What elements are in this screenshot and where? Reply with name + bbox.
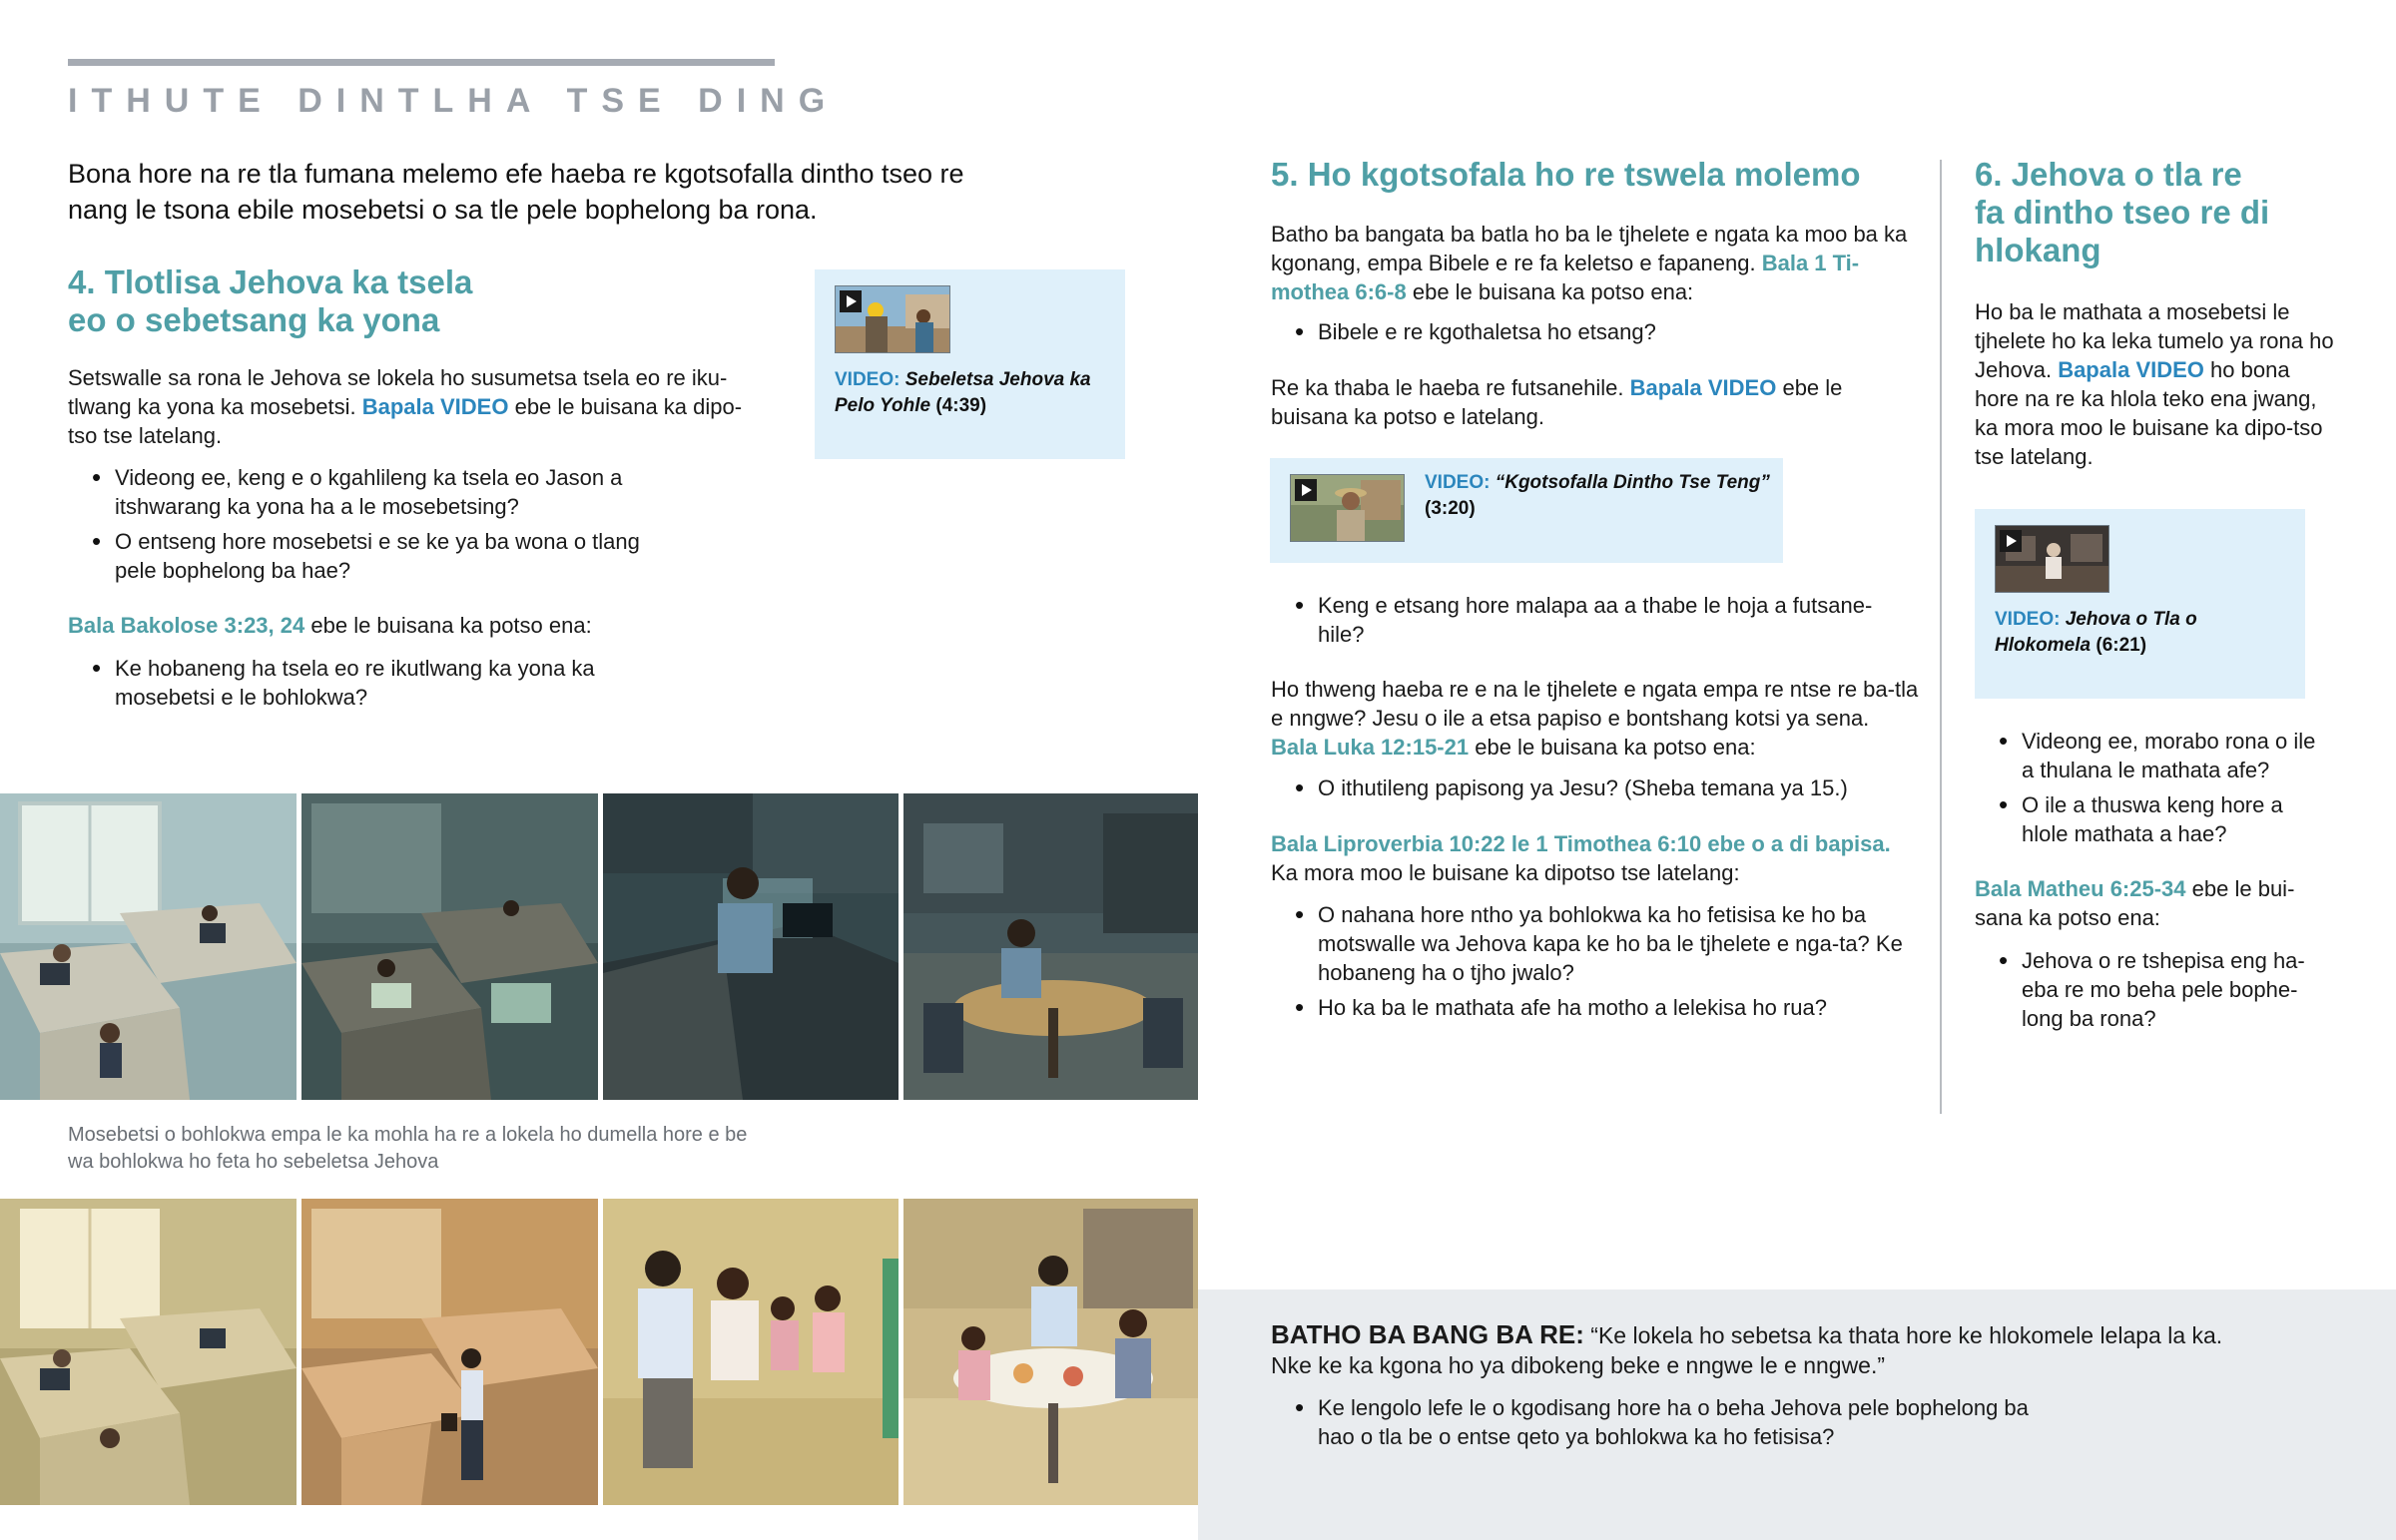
paragraph-end: Ka mora moo le buisane ka dipotso tse latelang: <box>1271 860 1740 885</box>
video-box-kgotsofalla[interactable] <box>1270 458 1783 563</box>
play-icon[interactable] <box>2000 530 2022 552</box>
video-thumbnail[interactable] <box>1995 525 2109 593</box>
video-label <box>835 367 1114 419</box>
section-4-paragraph <box>68 363 767 450</box>
video-label <box>1995 607 2294 659</box>
video-title: Sebeletsa Jehova ka Pelo Yohle <box>835 369 1091 416</box>
section-5-bullets-3 <box>1271 773 1910 808</box>
scripture-link-luke[interactable]: Bala Luka 12:15-21 <box>1271 735 1470 760</box>
video-box-sebeletsa[interactable] <box>815 269 1125 459</box>
illustration-office-warm-leaving <box>301 1199 598 1505</box>
paragraph-text: Ho thweng haeba re e na le tjhelete e ngata empa re ntse re ba-tla e nngwe? Jesu o ile a etsa papiso e bontshang kotsi ya sena. <box>1271 677 1919 731</box>
others-say-label: BATHO BA BANG BA RE: <box>1271 1319 1584 1349</box>
section-5-paragraph-2 <box>1271 373 1910 431</box>
column-divider <box>1940 160 1942 1114</box>
paragraph-end: ebe le buisana ka potso e latelang. <box>1271 375 1843 429</box>
section-5-paragraph-4 <box>1271 829 1920 887</box>
video-box-jehova-hlokomela[interactable] <box>1975 509 2305 699</box>
section-4-bullets-2 <box>68 654 687 718</box>
list-item: • Videong ee, keng e o kgahlileng ka tsela eo Jason a itshwarang ka yona ha a le mosebetsing? <box>68 463 687 521</box>
play-video-link[interactable]: Bapala VIDEO <box>361 394 509 419</box>
play-icon[interactable] <box>1295 479 1317 501</box>
section-4-bullets <box>68 463 687 591</box>
play-video-link[interactable]: Bapala VIDEO <box>1629 375 1777 400</box>
video-thumbnail[interactable] <box>1290 474 1405 542</box>
illustration-caption: Mosebetsi o bohlokwa empa le ka mohla ha re a lokela ho dumella hore e be wa bohlokwa ho feta ho sebeletsa Jehova <box>68 1124 748 1173</box>
section-5-bullets-2 <box>1271 591 1910 655</box>
read-line-end: ebe le bui-sana ka potso ena: <box>1975 876 2295 930</box>
section-6-bullets-2 <box>1975 946 2324 1039</box>
video-duration: (6:21) <box>2096 635 2147 656</box>
others-say-text: “Ke lokela ho sebetsa ka thata hore ke hlokomele lelapa la ka. Nke ke ka kgona ho ya dibokeng beke e nngwe le e nngwe.” <box>1271 1322 2223 1378</box>
header-rule <box>68 59 775 66</box>
list-item: • Ho ka ba le mathata afe ha motho a lelekisa ho rua? <box>1271 993 1910 1022</box>
scripture-link-matthew[interactable]: Bala Matheu 6:25-34 <box>1975 876 2186 901</box>
list-item: • O nahana hore ntho ya bohlokwa ka ho fetisisa ke ho ba motswalle wa Jehova kapa ke ho ba le tjhelete e nga-ta? Ke hobaneng ha o tjho jwalo? <box>1271 900 1910 987</box>
paragraph-end: ho bona hore na re ka hlola teko ena jwang, ka mora moo le buisane ka dipo-tso tse latelang. <box>1975 357 2323 469</box>
section-4-title-line1: 4. Tlotlisa Jehova ka tsela <box>68 263 473 300</box>
illustration-family-meal <box>903 1199 1198 1505</box>
video-title: Jehova o Tla o Hlokomela <box>1995 609 2197 656</box>
play-icon[interactable] <box>840 290 862 312</box>
section-6-title-line2: fa dintho tseo re di <box>1975 194 2270 231</box>
play-video-link[interactable]: Bapala VIDEO <box>2058 357 2204 382</box>
video-keyword: VIDEO: <box>1995 609 2061 630</box>
video-thumbnail[interactable] <box>835 285 950 353</box>
intro-paragraph: Bona hore na re tla fumana melemo efe haeba re kgotsofalla dintho tseo re nang le tsona ebile mosebetsi o sa tle pele bophelong ba rona. <box>68 159 964 225</box>
paragraph-text: Ho ba le mathata a mosebetsi le tjhelete ho ka leka tumelo ya rona ho Jehova. <box>1975 299 2334 382</box>
read-line-end: ebe le buisana ka potso ena: <box>310 613 592 638</box>
section-5-title: 5. Ho kgotsofala ho re tswela molemo <box>1271 156 1861 193</box>
video-keyword: VIDEO: <box>1425 472 1491 493</box>
section-4-title <box>68 263 787 339</box>
section-6-title <box>1975 156 2374 269</box>
video-duration: (3:20) <box>1425 498 1476 519</box>
illustration-office-evening <box>301 793 598 1100</box>
list-item: • O entseng hore mosebetsi e se ke ya ba wona o tlang pele bophelong ba hae? <box>68 527 687 585</box>
section-6-bullets-1 <box>1975 727 2324 854</box>
section-6-title-line1: 6. Jehova o tla re <box>1975 156 2242 193</box>
list-item: • Videong ee, morabo rona o ile a thulana le mathata afe? <box>1975 727 2324 784</box>
paragraph-text: Batho ba bangata ba batla ho ba le tjhelete e ngata ka moo ba ka kgonang, empa Bibele e re fa keletso e fapaneng. <box>1271 222 1908 275</box>
section-5-bullets-4 <box>1271 900 1910 1028</box>
section-header-title: ITHUTE DINTLHA TSE DING <box>68 82 840 120</box>
list-item: • Ke hobaneng ha tsela eo re ikutlwang ka yona ka mosebetsi e le bohlokwa? <box>68 654 687 712</box>
section-5-bullets-1 <box>1271 317 1910 352</box>
list-item: • Keng e etsang hore malapa aa a thabe le hoja a futsane-hile? <box>1271 591 1910 649</box>
list-item: • Jehova o re tshepisa eng ha-eba re mo beha pele bophe-long ba rona? <box>1975 946 2324 1033</box>
illustration-family-meeting <box>603 1199 898 1505</box>
section-6-title-line3: hlokang <box>1975 232 2101 268</box>
section-4-paragraph-end: ebe le buisana ka dipo-tso tse latelang. <box>68 394 743 448</box>
scripture-link-proverbs[interactable]: Bala Liproverbia 10:22 le 1 Timothea 6:10 ebe o a di bapisa. <box>1271 831 1891 856</box>
illustration-kitchen-night <box>903 793 1198 1100</box>
illustration-office-night <box>603 793 898 1100</box>
section-4-read-line <box>68 611 767 640</box>
video-keyword: VIDEO: <box>835 369 900 390</box>
paragraph-end: ebe le buisana ka potso ena: <box>1475 735 1756 760</box>
list-item: • Ke lengolo lefe le o kgodisang hore ha o beha Jehova pele bophelong ba hao o tla be o entse qeto ya bohlokwa ka ho fetisisa? <box>1271 1393 2070 1451</box>
paragraph-text: Re ka thaba le haeba re futsanehile. <box>1271 375 1624 400</box>
section-4-paragraph-text: Setswalle sa rona le Jehova se lokela ho susumetsa tsela eo re iku-tlwang ka yona ka mosebetsi. <box>68 365 728 419</box>
video-title: “Kgotsofalla Dintho Tse Teng” <box>1495 472 1770 493</box>
video-duration: (4:39) <box>935 395 987 416</box>
illustration-office-day <box>0 793 297 1100</box>
illustration-office-warm-day <box>0 1199 297 1505</box>
section-4-title-line2: eo o sebetsang ka yona <box>68 301 440 338</box>
paragraph-end: ebe le buisana ka potso ena: <box>1412 279 1694 304</box>
list-item: • O ithutileng papisong ya Jesu? (Sheba temana ya 15.) <box>1271 773 1910 802</box>
video-label <box>1425 470 1774 522</box>
section-6-paragraph <box>1975 297 2334 471</box>
scripture-link-1-timothy[interactable]: Bala 1 Ti-mothea 6:6-8 <box>1271 251 1860 304</box>
others-say-bullets <box>1271 1393 2070 1457</box>
section-6-read-line <box>1975 874 2334 932</box>
scripture-link-colossians[interactable]: Bala Bakolose 3:23, 24 <box>68 613 305 638</box>
section-5-paragraph-3 <box>1271 675 1920 762</box>
list-item: • Bibele e re kgothaletsa ho etsang? <box>1271 317 1910 346</box>
section-5-paragraph-1 <box>1271 220 1920 306</box>
others-say-quote <box>1271 1319 2269 1380</box>
list-item: • O ile a thuswa keng hore a hlole mathata a hae? <box>1975 790 2324 848</box>
